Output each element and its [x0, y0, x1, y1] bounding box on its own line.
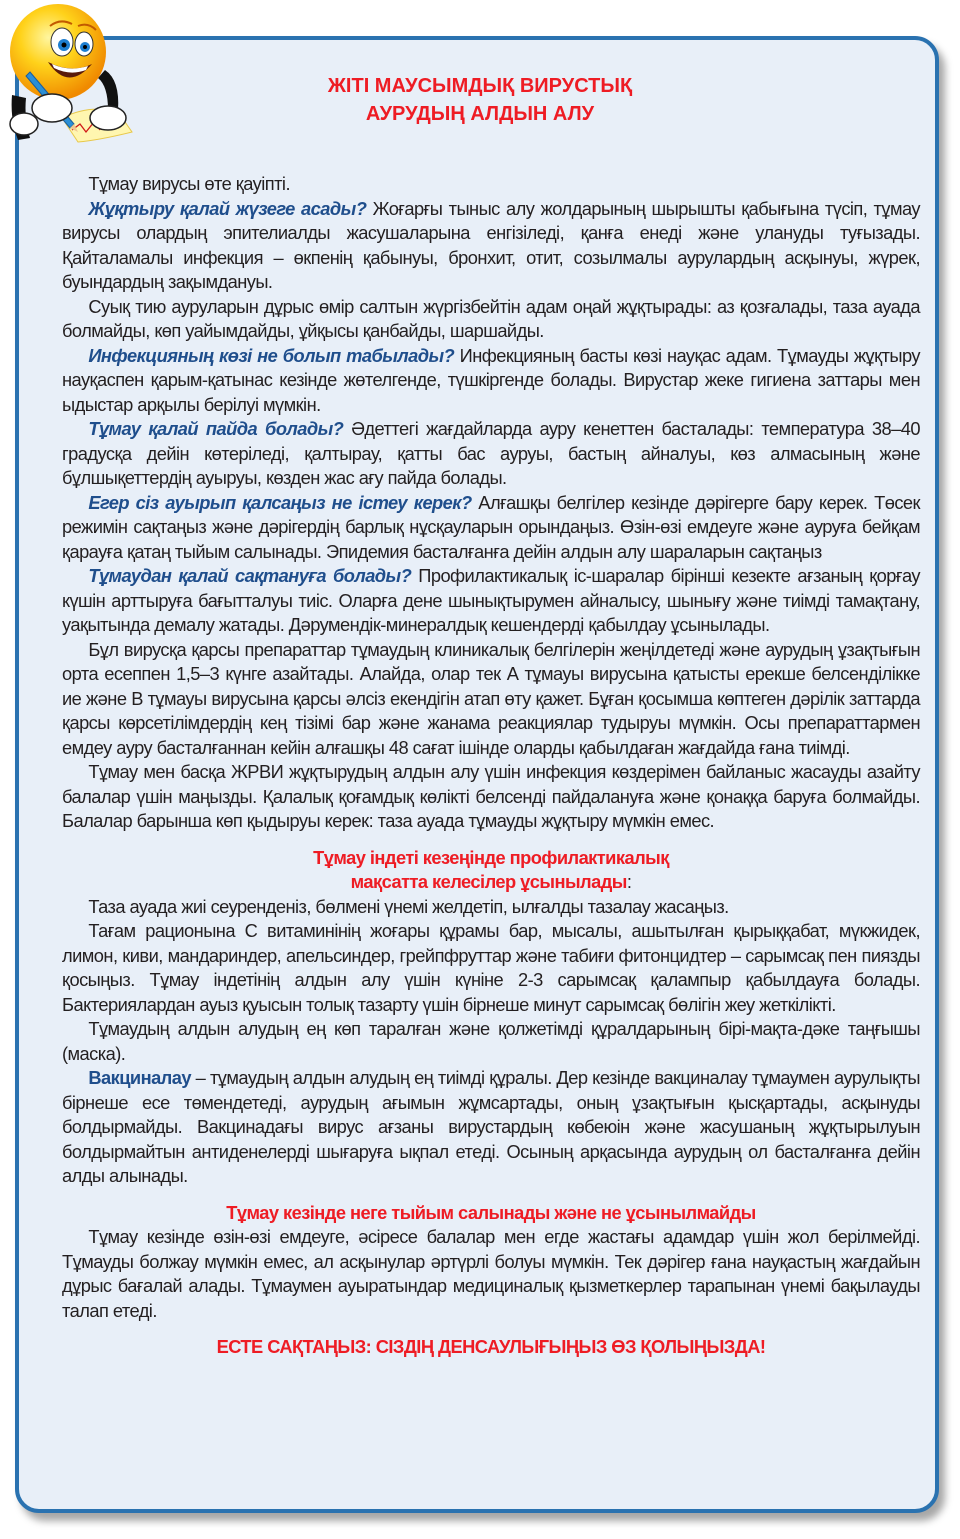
paragraph-text: Әдеттегі жағдайларда ауру кенеттен басталады: температура 38–40 градусқа дейін көтеріледі, қалтырау, қатты бас ауруы, бастың айналуы, көз алмасының және бұлшықеттердің ауыруы, көзден жас ағу пайда болады. — [62, 418, 921, 488]
question-heading: Тұмау қалай пайда болады? — [88, 418, 344, 439]
paragraph-text: Тұмау кезінде өзін-өзі емдеуге, әсіресе балалар мен егде жастағы адамдар үшін жол берілмейді. Тұмауды болжау мүмкін емес, ал асқынулар әртүрлі болуы мүмкін. Тек дәрігер ғана науқастың жағдайын дұрыс бағалай алады. Тұмаумен ауыратындар медициналық қызметкерлер тарапынан үнемі бақылауды талап етеді. — [62, 1226, 920, 1321]
paragraph — [62, 564, 920, 638]
paragraph-text: Тағам рационына С витаминінің жоғары құрамы бар, мысалы, ашытылған қырыққабат, мүкжидек, лимон, киви, мандариндер, апельсиндер, грейпфруттар және табиғи фитонцидтер – сарымсақ пен пиязды қосыңыз. Тұмау індетінің алдын алу үшін күніне 2-3 сарымсақ қалампыр қабылдауға болады. Бактериялардан ауыз қуысын толық тазарту үшін бірнеше минут сарымсақ бөлігін жеу жеткілікті. — [62, 920, 920, 1015]
question-heading: Тұмаудан қалай сақтануға болады? — [88, 565, 412, 586]
paragraph-text: Профилактикалық іс-шаралар бірінші кезекте ағзаның қорғау күшін арттыруға бағытталуы тиіс. Оларға дене шынықтырумен айналысу, шынығу және тиімді тамақтану, уақытында демалу жатады. Дәрумендік-минералдық кешендерді қабылдау ұсынылады. — [62, 565, 920, 635]
paragraph — [62, 197, 920, 295]
paragraph-text: Тұмау вирусы өте қауіпті. — [88, 173, 290, 194]
closing-slogan: ЕСТЕ САҚТАҢЫЗ: СІЗДІҢ ДЕНСАУЛЫҒЫҢЫЗ ӨЗ ҚОЛЫҢЫЗДА! — [216, 1336, 766, 1357]
paragraph — [62, 344, 920, 418]
paragraph — [62, 1225, 920, 1323]
title-line-1: ЖІТІ МАУСЫМДЫҚ ВИРУСТЫҚ — [327, 75, 633, 97]
paragraph — [62, 417, 920, 491]
paragraph-text: Таза ауада жиі сеуренденіз, бөлмені үнемі желдетіп, ылғалды тазалау жасаңыз. — [88, 895, 729, 917]
paragraph — [62, 491, 920, 565]
title-line-2: АУРУДЫҢ АЛДЫН АЛУ — [365, 103, 595, 125]
paragraph-text: Бұл вирусқа қарсы препараттар тұмаудың клиникалық белгілерін жеңілдетеді және аурудың ұзақтығын орта есеппен 1,5–3 күнге азайтады. Алайда, олар тек А тұмауы вирусына қатысты ерекше белсенділікке ие және В тұмауы вирусына қарсы әлсіз екендігін атап өту қажет. Бұған қосымша көптеген дәрілік заттарда қарсы көрсетілімдердің кең тізімі бар және жанама реакциялар тудыруы мүмкін. Осы препараттармен емдеу ауру басталғаннан кейін алғашқы 48 сағат ішінде оларды қабылдаған жағдайда ғана тиімді. — [62, 638, 920, 758]
paragraph-text: Инфекцияның басты көзі науқас адам. Тұмауды жұқтыру науқаспен қарым-қатынас кезінде жөтелгенде, түшкіргенде болады. Вирустар жеке гигиена заттары мен ыдыстар арқылы берілуі мүмкін. — [62, 344, 920, 415]
page-title — [0, 72, 960, 128]
paragraph-text: Тұмау мен басқа ЖРВИ жұқтырудың алдын алу үшін инфекция көздерімен байланыс жасауды азайту балалар үшін маңызды. Қалалық қоғамдық көлікті белсенді пайдалануға және қонаққа баруға болмайды. Балалар барынша көп қыдыруы керек: таза ауада тұмауды жұқтыру мүмкін емес. — [62, 761, 920, 831]
vaccination-term: Вакциналау — [88, 1067, 191, 1088]
paragraph-text: Жоғарғы тыныс алу жолдарының шырышты қабығына түсіп, тұмау вирусы олардың эпителиалды жасушаларына енгізіледі, қанға енеді және улануды туғызады. Қайталамалы инфекция – өкпенің қабынуы, бронхит, отит, созылмалы аурулардың асқынуы, жүрек, буындардың зақымдануы. — [62, 197, 920, 292]
section-heading-line-2: мақсатта келесілер ұсынылады — [350, 871, 627, 892]
article-body — [62, 172, 920, 1360]
question-heading: Егер сіз ауырып қалсаңыз не істеу керек? — [88, 491, 472, 513]
paragraph-text: – тұмаудың алдын алудың ең тиімді құралы. Дер кезінде вакциналау тұмаумен аурулықты бірнеше есе төмендетеді, аурудың ағымын жұмсартады, оның ұзақтығын қысқартады, асқынуды болдырмайды. Вакцинадағы вирус ағзаны вирустардың көбеюін және жасушаның жұқтырылуын болдырмайтын антиденелерді шығаруға ықпал етеді. Осының арқасында аурудың ол басталғанға дейін алды алынады. — [62, 1067, 920, 1186]
paragraph-text: Суық тию ауруларын дұрыс өмір салтын жүргізбейтін адам оңай жұқтырады: аз қозғалады, таза ауада болмайды, көп уайымдайды, ұйқысы қанбайды, шаршайды. — [62, 295, 920, 341]
paragraph — [62, 295, 920, 344]
section-heading-line-1: Тұмау індеті кезеңінде профилактикалық — [313, 846, 669, 868]
paragraph — [62, 172, 920, 197]
section-heading-recommendations — [62, 846, 920, 895]
paragraph — [62, 638, 920, 761]
paragraph-text: Тұмаудың алдын алудың ең көп таралған және қолжетімді құралдарының бірі-мақта-дәке таңғышы (маска). — [62, 1018, 920, 1064]
paragraph — [62, 1066, 920, 1189]
paragraph — [62, 895, 920, 920]
question-heading: Инфекцияның көзі не болып табылады? — [88, 344, 455, 366]
paragraph — [62, 1017, 920, 1066]
paragraph-text: Алғашқы белгілер кезінде дәрігерге бару керек. Төсек режимін сақтаңыз және дәрігердің барлық нұсқауларын орындаңыз. Өзін-өзі емдеуге және ауруға бейқам қарауға қатаң тыйым салынады. Эпидемия басталғанға дейін алдын алу шараларын сақтаңыз — [62, 491, 920, 562]
section-heading-colon: : — [626, 871, 632, 892]
section-heading-prohibitions: Тұмау кезінде неге тыйым салынады және не ұсынылмайды — [226, 1201, 756, 1223]
question-heading: Жұқтыру қалай жүзеге асады? — [88, 197, 367, 219]
paragraph — [62, 919, 920, 1017]
paragraph — [62, 760, 920, 834]
